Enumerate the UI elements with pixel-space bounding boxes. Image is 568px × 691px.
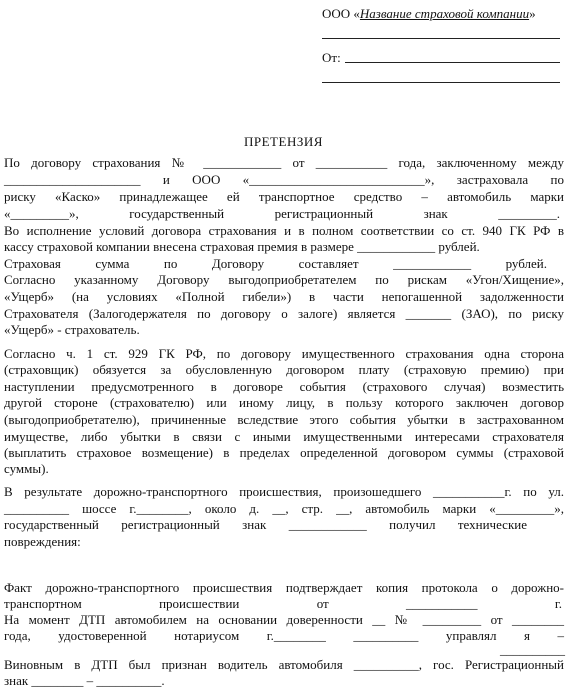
body-line: риску «Каско» принадлежащее ей транспортное средство – автомобиль марки (4, 189, 564, 204)
body-line: имуществе, либо убытки в связи с иными имущественными интересами страхователя (4, 429, 564, 444)
body-line: «Ущерб» - страхователь. (4, 322, 140, 337)
document-title: ПРЕТЕНЗИЯ (244, 134, 323, 149)
body-line: Согласно ч. 1 ст. 929 ГК РФ, по договору имущественного страхования одна сторона (4, 346, 564, 361)
body-line: транспортном происшествии от ___________ г. (4, 596, 562, 611)
body-line: По договору страхования № ____________ от ___________ года, заключенному между (4, 155, 564, 170)
addressee-line (322, 6, 536, 22)
addressee-suffix: » (529, 6, 536, 21)
body-line: года, удостоверенной нотариусом г.________ __________ управлял я – (4, 628, 564, 643)
body-line: Страхователя (Залогодержателя по договору о залоге) является _______ (ЗАО), по риску (4, 306, 564, 321)
body-line: Страховая сумма по Договору составляет ____________ рублей. (4, 256, 547, 271)
body-line: повреждения: (4, 534, 81, 549)
body-line: государственный регистрационный знак ____________ получил технические (4, 517, 527, 532)
body-line: Виновным в ДТП был признан водитель автомобиля __________, гос. Регистрационный (4, 657, 564, 672)
body-line: другой стороне (страхователю) или иному лицу, в пользу которого заключен договор (4, 395, 564, 410)
body-line: (страховщик) обязуется за обусловленную договором плату (страховую премию) при (4, 362, 564, 377)
body-line: Согласно указанному Договору выгодоприобретателем по рискам «Угон/Хищение», (4, 272, 564, 287)
body-line: (выгодоприобретателю), причиненные вследствие этого события убытки в застрахованном (4, 412, 564, 427)
body-line: В результате дорожно-транспортного происшествия, произошедшего ___________г. по ул. (4, 484, 564, 499)
body-line: Во исполнение условий договора страхования и в полном соответствии со ст. 940 ГК РФ в (4, 223, 564, 238)
body-line: __________ шоссе г.________, около д. __, стр. __, автомобиль марки «_________», (4, 501, 564, 516)
body-line: __________ (500, 642, 565, 657)
body-line: «Ущерб» (на условиях «Полной гибели») в части непогашенной задолженности (4, 289, 564, 304)
body-line: На момент ДТП автомобилем на основании доверенности __ № _________ от ________ (4, 612, 564, 627)
addressee-prefix: ООО « (322, 6, 360, 21)
body-line: Факт дорожно-транспортного происшествия подтверждает копия протокола о дорожно- (4, 580, 564, 595)
from-blank-line-2 (322, 82, 560, 83)
addressee-blank-line (322, 38, 560, 39)
from-blank-line-1 (345, 62, 560, 63)
body-line: «_________», государственный регистрационный знак _________. (4, 206, 560, 221)
body-line: знак ________ – __________. (4, 673, 165, 688)
body-line: суммы). (4, 461, 49, 476)
from-label: От: (322, 50, 341, 65)
insurance-company-placeholder: Название страховой компании (359, 6, 530, 21)
body-line: (выплатить страховое возмещение) в пределах определенной договором суммы (страховой (4, 445, 564, 460)
body-line: кассу страховой компании внесена страховая премия в размере ____________ рублей. (4, 239, 480, 254)
body-line: наступлении предусмотренного в договоре события (страхового случая) возместить (4, 379, 564, 394)
body-line: _____________________ и ООО «___________________________», застраховала по (4, 172, 564, 187)
